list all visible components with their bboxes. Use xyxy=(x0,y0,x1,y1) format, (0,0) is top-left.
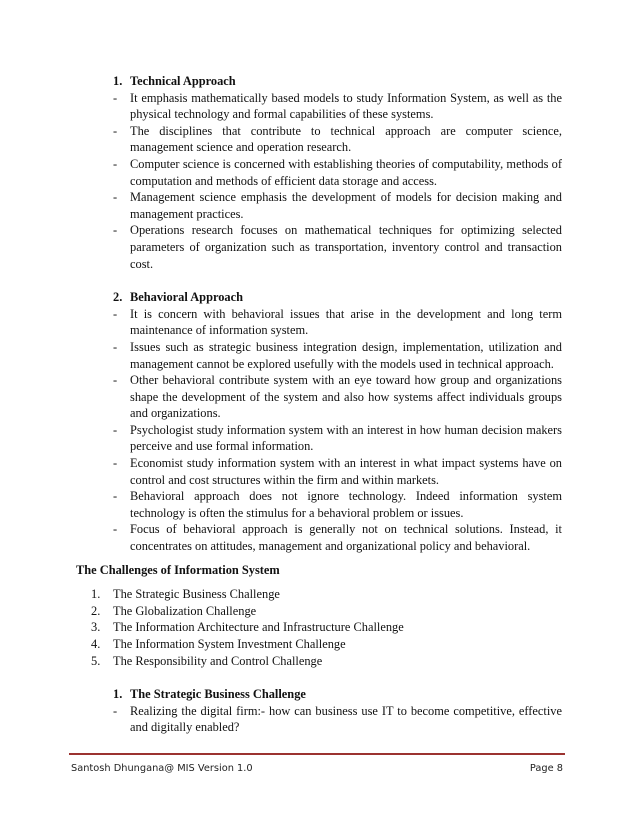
list-item: - Management science emphasis the development of models for decision making and management practices. xyxy=(113,190,562,221)
list-item: - Behavioral approach does not ignore technology. Indeed information system technology is often the stimulus for a behavioral problem or issues. xyxy=(113,489,562,520)
section-number: 1. xyxy=(113,687,123,702)
bullet-dash: - xyxy=(113,456,118,471)
list-item: 1. The Strategic Business Challenge xyxy=(91,587,280,602)
challenges-list xyxy=(76,586,562,669)
list-item: - Psychologist study information system with an interest in how human decision makers perceive and use formal information. xyxy=(113,422,562,454)
list-item: 5. The Responsibility and Control Challenge xyxy=(91,653,323,668)
bullet-list xyxy=(113,703,562,736)
technical-approach-section xyxy=(113,73,562,272)
page-content xyxy=(76,73,562,736)
bullet-dash: - xyxy=(113,489,118,504)
list-item: 2. The Globalization Challenge xyxy=(91,603,257,618)
bullet-dash: - xyxy=(113,306,118,321)
bullet-list xyxy=(113,306,562,555)
bullet-dash: - xyxy=(113,522,118,537)
section-number: 1. xyxy=(113,74,123,88)
section-number: 2. xyxy=(113,290,123,305)
list-item: - Issues such as strategic business integration design, implementation, utilization and management cannot be explored usefully with the models used in technical approach. xyxy=(113,339,562,371)
bullet-dash: - xyxy=(113,223,118,238)
bullet-dash: - xyxy=(113,90,118,105)
list-item: - Operations research focuses on mathematical techniques for optimizing selected parameters of organization such as transportation, inventory control and transaction cost. xyxy=(113,223,562,271)
section-title-text: Technical Approach xyxy=(130,74,236,88)
list-item: - It emphasis mathematically based models to study Information System, as well as the physical technology and formal capabilities of these systems. xyxy=(113,90,562,122)
section-title xyxy=(113,686,562,703)
page-number: Page 8 xyxy=(529,763,563,774)
footer-author: Santosh Dhungana@ MIS Version 1.0 xyxy=(71,763,253,774)
bullet-dash: - xyxy=(113,373,118,388)
bullet-dash: - xyxy=(113,123,118,138)
section-title xyxy=(113,289,562,306)
list-item: 3. The Information Architecture and Infrastructure Challenge xyxy=(91,620,404,635)
challenges-heading: The Challenges of Information System xyxy=(76,562,280,577)
list-item: - Computer science is concerned with establishing theories of computability, methods of computation and methods of efficient data storage and access. xyxy=(113,156,562,188)
list-item: - Realizing the digital firm:- how can business use IT to become competitive, effective and digitally enabled? xyxy=(113,703,562,735)
bullet-dash: - xyxy=(113,339,118,354)
list-item: 4. The Information System Investment Challenge xyxy=(91,637,346,651)
bullet-dash: - xyxy=(113,703,118,718)
list-item: - It is concern with behavioral issues that arise in the development and long term maintenance of information system. xyxy=(113,306,562,338)
section-title-text: Behavioral Approach xyxy=(130,290,244,305)
section-title xyxy=(113,73,562,90)
list-item: - The disciplines that contribute to technical approach are computer science, management science and operation research. xyxy=(113,123,562,155)
strategic-business-challenge-section xyxy=(113,686,562,736)
bullet-dash: - xyxy=(113,156,118,171)
bullet-dash: - xyxy=(113,422,118,437)
list-item: - Other behavioral contribute system with an eye toward how group and organizations shape the development of the system and also how systems affect individuals groups and organizations. xyxy=(113,373,562,421)
list-item: - Economist study information system with an interest in what impact systems have on control and cost structures within the firm and within markets. xyxy=(113,456,562,487)
list-item: - Focus of behavioral approach is generally not on technical solutions. Instead, it concentrates on attitudes, management and organizational policy and behavioral. xyxy=(113,522,562,554)
behavioral-approach-section xyxy=(113,289,562,555)
section-title-text: The Strategic Business Challenge xyxy=(130,687,306,702)
footer-rule xyxy=(69,753,565,755)
bullet-dash: - xyxy=(113,190,118,205)
bullet-list xyxy=(113,90,562,273)
